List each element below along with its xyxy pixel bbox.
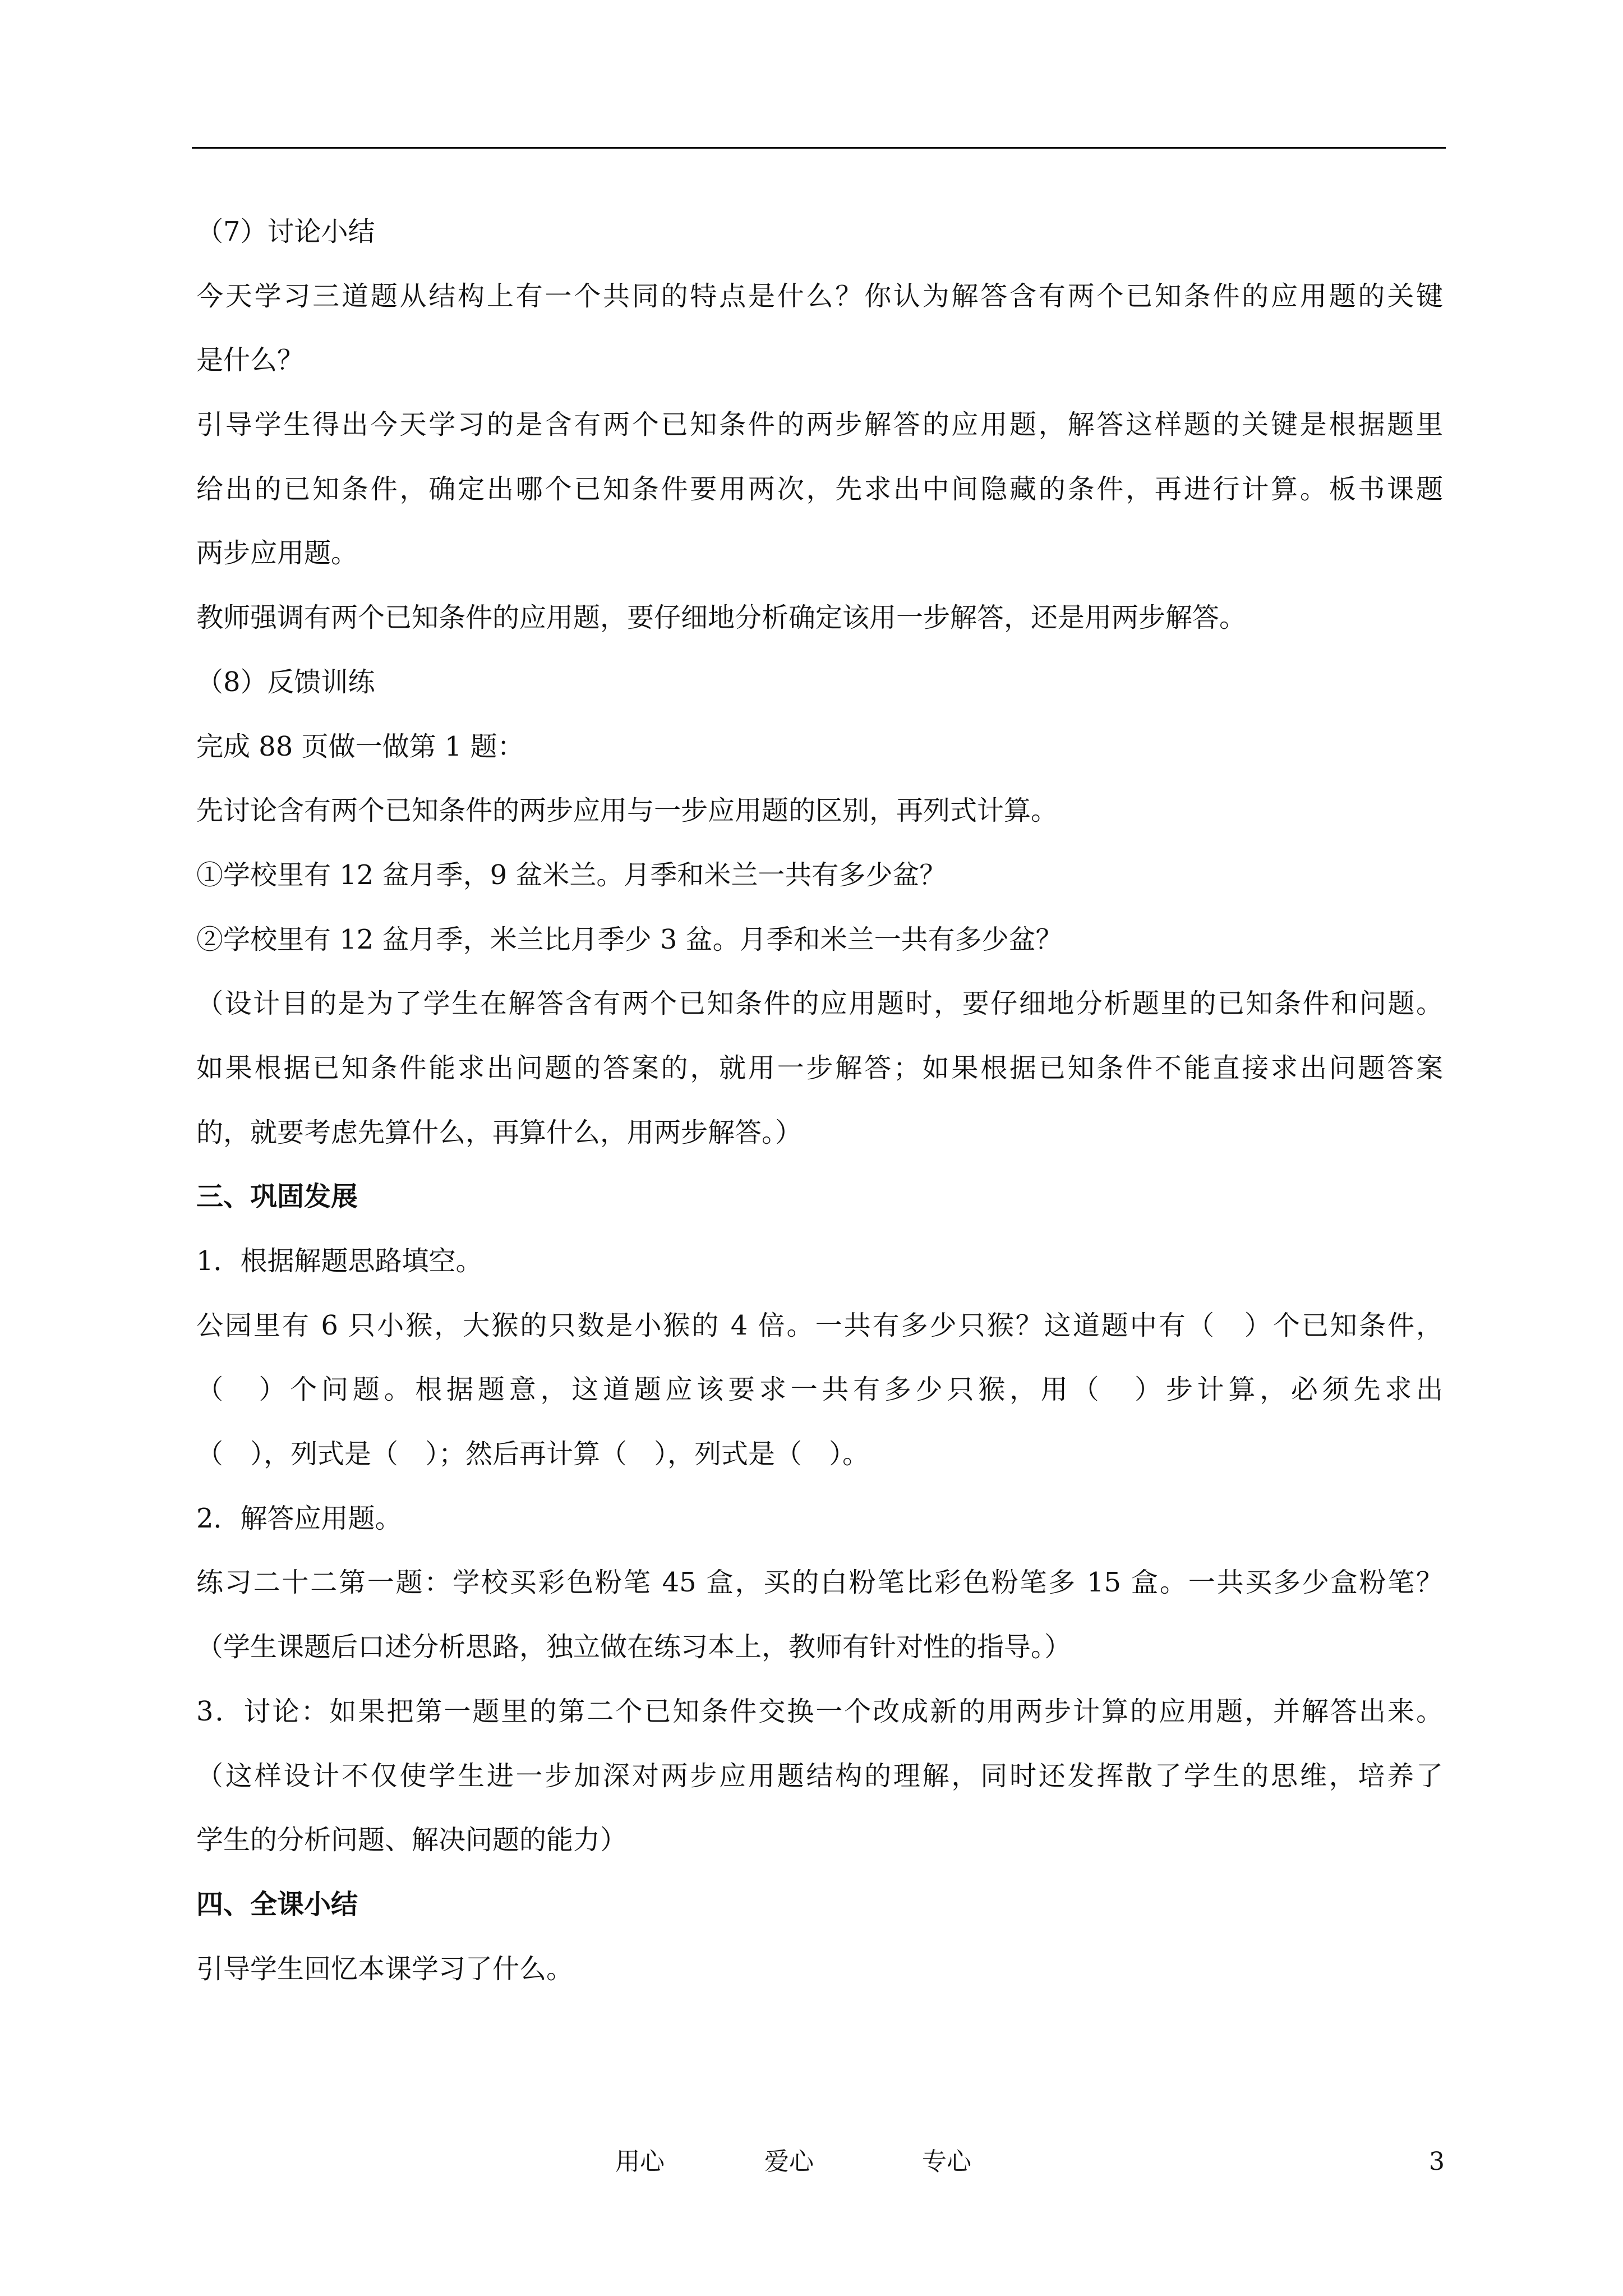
exercise-item — [196, 843, 1443, 908]
text-line: 四、全课小结 — [196, 1888, 358, 1920]
paragraph — [196, 1487, 1443, 1551]
exercise-item — [196, 908, 1443, 972]
text-line: （8）反馈训练 — [196, 666, 375, 698]
text-line: 教师强调有两个已知条件的应用题，要仔细地分析确定该用一步解答，还是用两步解答。 — [196, 602, 1247, 634]
subheading-discussion-summary — [196, 200, 1443, 264]
text-line: 引导学生回忆本课学习了什么。 — [196, 1953, 574, 1985]
text-line: 完成 88 页做一做第 1 题： — [196, 730, 524, 762]
text-line: 学生的分析问题、解决问题的能力） — [196, 1824, 628, 1856]
page-body — [196, 200, 1443, 2001]
paragraph — [196, 972, 1443, 1165]
page-number: 3 — [1429, 2147, 1445, 2176]
text-line: （学生课题后口述分析思路，独立做在练习本上，教师有针对性的指导。） — [196, 1631, 1072, 1663]
section-heading-lesson-summary — [196, 1872, 1443, 1937]
section-heading-consolidation — [196, 1165, 1443, 1229]
paragraph — [196, 586, 1443, 650]
fill-in-blank-exercise — [196, 1294, 1443, 1487]
footer-motto-2: 爱心 — [764, 2147, 814, 2176]
text-line: （7）讨论小结 — [196, 216, 375, 247]
text-line: 两步应用题。 — [196, 537, 358, 569]
text-line: 练习二十二第一题：学校买彩色粉笔 45 盒，买的白粉笔比彩色粉笔多 15 盒。一共买多少盒粉笔？ — [196, 1567, 1443, 1599]
header-rule — [192, 147, 1446, 149]
paragraph — [196, 264, 1443, 393]
text-line: 给出的已知条件，确定出哪个已知条件要用两次，先求出中间隐藏的条件，再进行计算。板书课题 — [196, 473, 1443, 505]
text-line: （ ）个问题。根据题意，这道题应该要求一共有多少只猴，用（ ）步计算，必须先求出 — [196, 1374, 1443, 1406]
footer-motto-1: 用心 — [615, 2147, 665, 2176]
text-line: ①学校里有 12 盆月季，9 盆米兰。月季和米兰一共有多少盆？ — [196, 859, 947, 891]
paragraph — [196, 715, 1443, 779]
paragraph — [196, 393, 1443, 586]
text-line: （ ），列式是（ ）；然后再计算（ ），列式是（ ）。 — [196, 1438, 870, 1470]
text-line: 的，就要考虑先算什么，再算什么，用两步解答。） — [196, 1116, 803, 1148]
text-line: 2．解答应用题。 — [196, 1502, 402, 1534]
paragraph — [196, 1615, 1443, 1680]
paragraph — [196, 1229, 1443, 1294]
text-line: ②学校里有 12 盆月季，米兰比月季少 3 盆。月季和米兰一共有多少盆？ — [196, 923, 1063, 955]
footer-motto-3: 专心 — [922, 2147, 971, 2176]
paragraph — [196, 1550, 1443, 1615]
paragraph — [196, 1937, 1443, 2001]
text-line: 今天学习三道题从结构上有一个共同的特点是什么？你认为解答含有两个已知条件的应用题的关键 — [196, 280, 1443, 312]
text-line: 3．讨论：如果把第一题里的第二个已知条件交换一个改成新的用两步计算的应用题，并解答出来。 — [196, 1695, 1443, 1727]
text-line: 是什么？ — [196, 344, 305, 376]
text-line: 先讨论含有两个已知条件的两步应用与一步应用题的区别，再列式计算。 — [196, 795, 1058, 827]
text-line: （设计目的是为了学生在解答含有两个已知条件的应用题时，要仔细地分析题里的已知条件和问题。 — [196, 988, 1443, 1020]
subheading-feedback-practice — [196, 650, 1443, 715]
paragraph — [196, 779, 1443, 843]
text-line: 引导学生得出今天学习的是含有两个已知条件的两步解答的应用题，解答这样题的关键是根据题里 — [196, 409, 1443, 441]
paragraph — [196, 1744, 1443, 1872]
paragraph — [196, 1680, 1443, 1744]
text-line: （这样设计不仅使学生进一步加深对两步应用题结构的理解，同时还发挥散了学生的思维，培养了 — [196, 1760, 1443, 1792]
text-line: 三、巩固发展 — [196, 1181, 358, 1213]
text-line: 如果根据已知条件能求出问题的答案的，就用一步解答；如果根据已知条件不能直接求出问题答案 — [196, 1052, 1443, 1084]
text-line: 公园里有 6 只小猴，大猴的只数是小猴的 4 倍。一共有多少只猴？这道题中有（ ）个已知条件， — [196, 1309, 1443, 1341]
text-line: 1．根据解题思路填空。 — [196, 1245, 483, 1277]
